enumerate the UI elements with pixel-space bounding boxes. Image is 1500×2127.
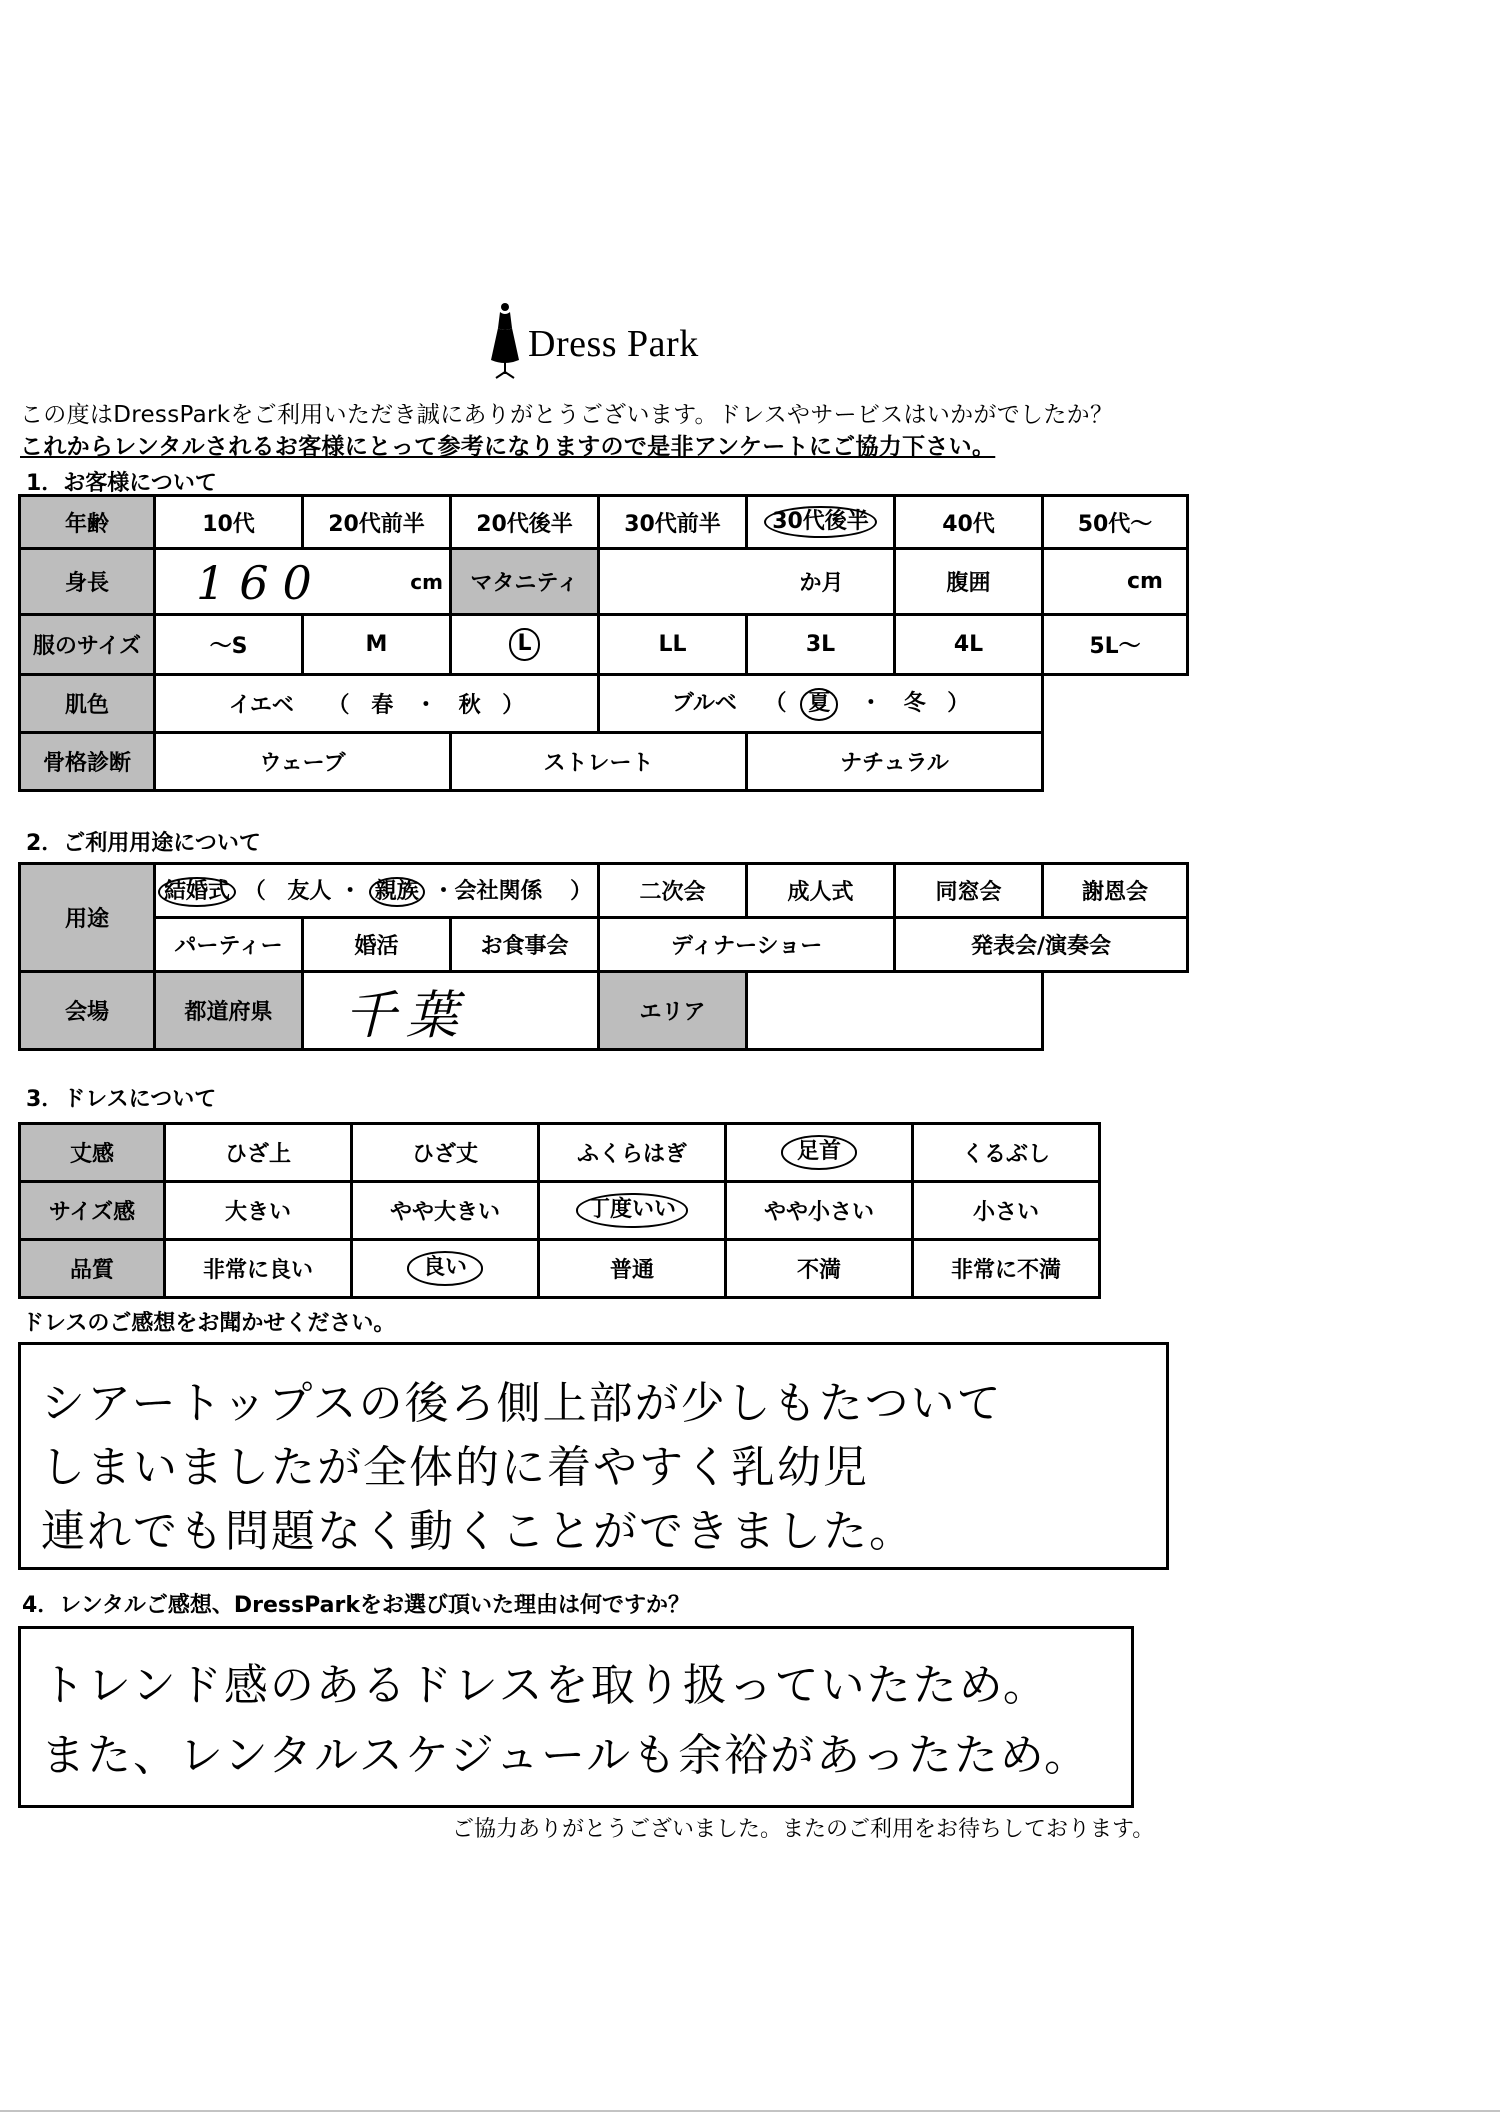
paren: （ — [327, 693, 350, 718]
size-option[interactable]: 5L～ — [1043, 615, 1188, 675]
blue-base-label: ブルベ — [671, 691, 737, 717]
size-label: 服のサイズ — [20, 615, 155, 675]
section-1-title: 1．お客様について — [26, 471, 217, 496]
prefecture-value: 千葉 — [344, 986, 469, 1046]
length-option[interactable]: くるぶし — [913, 1124, 1100, 1182]
summer-option-selected[interactable]: 夏 — [800, 688, 838, 720]
purpose-option[interactable]: 同窓会 — [895, 864, 1043, 918]
wedding-selected[interactable]: 結婚式 — [158, 877, 236, 907]
selection-circle: 30代後半 — [764, 506, 877, 538]
height-value: 160 — [196, 556, 326, 610]
purpose-table — [18, 862, 1189, 1051]
separator: ・ — [859, 691, 882, 717]
age-option[interactable]: 20代前半 — [303, 496, 451, 549]
quality-label: 品質 — [20, 1240, 165, 1298]
customer-table — [18, 494, 1189, 792]
comment-line: 連れでも問題なく動くことができました。 — [41, 1506, 915, 1557]
height-label: 身長 — [20, 549, 155, 615]
area-field[interactable] — [747, 972, 1043, 1050]
company-option[interactable]: ・会社関係 — [432, 878, 543, 904]
skin-label: 肌色 — [20, 675, 155, 733]
length-row — [20, 1124, 1100, 1182]
rental-feedback-box[interactable] — [18, 1626, 1134, 1808]
size-option[interactable]: 3L — [747, 615, 895, 675]
family-option-selected[interactable]: 親族 — [369, 877, 425, 907]
length-option[interactable]: ひざ丈 — [352, 1124, 539, 1182]
age-option[interactable]: 30代前半 — [599, 496, 747, 549]
length-option[interactable]: ふくらはぎ — [539, 1124, 726, 1182]
selection-circle: 足首 — [781, 1135, 857, 1169]
age-row — [20, 496, 1188, 549]
frame-row — [20, 733, 1188, 791]
intro-line-1: この度はDressParkをご利用いただき誠にありがとうございます。ドレスやサービスはいかがでしたか？ — [20, 402, 1114, 428]
purpose-option[interactable]: お食事会 — [451, 918, 599, 972]
length-label: 丈感 — [20, 1124, 165, 1182]
scan-edge — [0, 2110, 1500, 2112]
purpose-option[interactable]: 二次会 — [599, 864, 747, 918]
waist-unit: cm — [1127, 569, 1163, 594]
purpose-option[interactable]: 発表会/演奏会 — [895, 918, 1188, 972]
maternity-label: マタニティ — [451, 549, 599, 615]
logo-wordmark: Dress Park — [528, 323, 699, 365]
frame-label: 骨格診断 — [20, 733, 155, 791]
size-option[interactable]: 4L — [895, 615, 1043, 675]
quality-option[interactable]: 普通 — [539, 1240, 726, 1298]
purpose-row-1 — [20, 864, 1188, 918]
paren: ） — [502, 693, 525, 718]
size-option-selected[interactable] — [451, 615, 599, 675]
blue-base-option[interactable] — [599, 675, 1043, 733]
empty-cell — [1043, 675, 1188, 733]
length-option-selected[interactable] — [726, 1124, 913, 1182]
fit-option-selected[interactable] — [539, 1182, 726, 1240]
empty-cell — [1043, 733, 1188, 791]
quality-option[interactable]: 不満 — [726, 1240, 913, 1298]
purpose-option[interactable]: 成人式 — [747, 864, 895, 918]
height-row — [20, 549, 1188, 615]
frame-option[interactable]: ストレート — [451, 733, 747, 791]
yellow-base-option[interactable] — [155, 675, 599, 733]
dress-comment-box[interactable] — [18, 1342, 1169, 1570]
age-option[interactable]: 10代 — [155, 496, 303, 549]
yellow-base-label: イエベ — [228, 693, 294, 718]
autumn-option[interactable]: 秋 — [458, 693, 481, 718]
closing-message: ご協力ありがとうございました。またのご利用をお待ちしております。 — [452, 1817, 1155, 1842]
quality-option-selected[interactable] — [352, 1240, 539, 1298]
section-2-title: 2．ご利用用途について — [26, 831, 261, 856]
dress-table — [18, 1122, 1101, 1299]
prefecture-label: 都道府県 — [155, 972, 303, 1050]
age-option[interactable]: 20代後半 — [451, 496, 599, 549]
dresspark-logo — [488, 300, 728, 386]
size-option[interactable]: M — [303, 615, 451, 675]
wedding-option[interactable] — [155, 864, 599, 918]
paren: ） — [570, 878, 593, 904]
quality-row — [20, 1240, 1100, 1298]
quality-option[interactable]: 非常に不満 — [913, 1240, 1100, 1298]
fit-row — [20, 1182, 1100, 1240]
fit-option[interactable]: 小さい — [913, 1182, 1100, 1240]
age-option[interactable]: 40代 — [895, 496, 1043, 549]
prefecture-field[interactable] — [303, 972, 599, 1050]
fit-option[interactable]: やや大きい — [352, 1182, 539, 1240]
size-option[interactable]: LL — [599, 615, 747, 675]
frame-option[interactable]: ウェーブ — [155, 733, 451, 791]
months-unit: か月 — [799, 571, 844, 596]
height-unit: cm — [410, 570, 443, 594]
size-row — [20, 615, 1188, 675]
waist-label: 腹囲 — [895, 549, 1043, 615]
maternity-months-field[interactable] — [599, 549, 895, 615]
empty-cell — [1043, 972, 1188, 1050]
answer-line: トレンド感のあるドレスを取り扱っていたため。 — [41, 1660, 1049, 1711]
separator: ・ — [414, 693, 437, 718]
answer-line: また、レンタルスケジュールも余裕があったため。 — [41, 1730, 1090, 1781]
section-3-title: 3．ドレスについて — [26, 1087, 217, 1112]
paren: （ — [243, 878, 266, 904]
fit-option[interactable]: 大きい — [165, 1182, 352, 1240]
selection-circle: 丁度いい — [576, 1193, 688, 1227]
friend-option[interactable]: 友人 — [287, 878, 332, 904]
purpose-option[interactable]: パーティー — [155, 918, 303, 972]
size-option[interactable]: ～S — [155, 615, 303, 675]
comment-line: しまいましたが全体的に着やすく乳幼児 — [41, 1442, 869, 1493]
selection-circle: 良い — [407, 1251, 483, 1285]
area-label: エリア — [599, 972, 747, 1050]
purpose-option[interactable]: 謝恩会 — [1043, 864, 1188, 918]
dress-comment-prompt: ドレスのご感想をお聞かせください。 — [22, 1311, 396, 1336]
quality-option[interactable]: 非常に良い — [165, 1240, 352, 1298]
purpose-label: 用途 — [20, 864, 155, 972]
venue-row — [20, 972, 1188, 1050]
section-4-title: 4．レンタルご感想、DressParkをお選び頂いた理由は何ですか？ — [22, 1593, 690, 1618]
height-field[interactable] — [155, 549, 451, 615]
comment-line: シアートップスの後ろ側上部が少しもたついて — [41, 1378, 1003, 1429]
purpose-option[interactable]: 婚活 — [303, 918, 451, 972]
paren: ） — [947, 691, 970, 717]
waist-field[interactable] — [1043, 549, 1188, 615]
separator: ・ — [339, 878, 362, 904]
length-option[interactable]: ひざ上 — [165, 1124, 352, 1182]
venue-label: 会場 — [20, 972, 155, 1050]
winter-option[interactable]: 冬 — [903, 691, 926, 717]
spring-option[interactable]: 春 — [371, 693, 394, 718]
age-option[interactable]: 50代～ — [1043, 496, 1188, 549]
frame-option[interactable]: ナチュラル — [747, 733, 1043, 791]
purpose-option[interactable]: ディナーショー — [599, 918, 895, 972]
dress-form-icon — [488, 302, 522, 382]
age-label: 年齢 — [20, 496, 155, 549]
paren: （ — [764, 691, 787, 717]
fit-label: サイズ感 — [20, 1182, 165, 1240]
age-option-selected[interactable] — [747, 496, 895, 549]
selection-circle: L — [509, 628, 539, 660]
intro-line-2: これからレンタルされるお客様にとって参考になりますので是非アンケートにご協力下さい。 — [20, 434, 996, 460]
skin-row — [20, 675, 1188, 733]
fit-option[interactable]: やや小さい — [726, 1182, 913, 1240]
purpose-row-2 — [20, 918, 1188, 972]
